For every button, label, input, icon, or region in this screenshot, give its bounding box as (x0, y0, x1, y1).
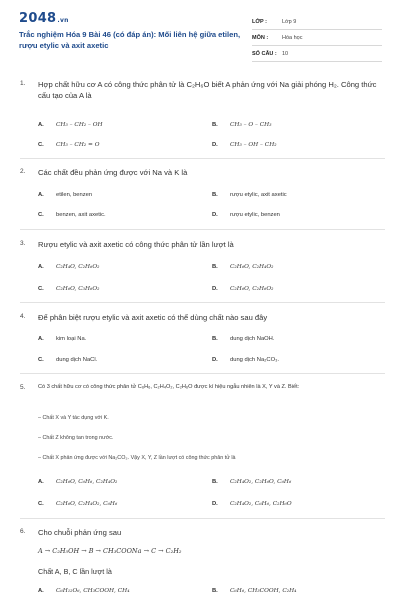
meta-key: MÔN : (252, 34, 269, 41)
site-logo[interactable]: 2048.vn (19, 11, 69, 26)
meta-value: 10 (282, 50, 289, 57)
option-a[interactable]: A. C₂H₆O, C₆H₆, C₂H₄O₂ (38, 479, 118, 485)
question-text: Rượu etylic và axit axetic có công thức phân tử lần lượt là (38, 240, 234, 249)
question-text: Cho chuỗi phản ứng sau (38, 528, 122, 537)
question-number: 1. (20, 80, 26, 87)
divider (20, 158, 385, 159)
option-c[interactable]: C. C₂H₆O, C₂H₄O₂, C₆H₆ (38, 501, 118, 507)
condition-line: – Chất X phản ứng được với Na₂CO₃. Vậy X, Y, Z lần lượt có công thức phân tử là (38, 455, 236, 461)
question-number: 3. (20, 240, 26, 247)
meta-key: SỐ CÂU : (252, 50, 277, 57)
divider (20, 229, 385, 230)
option-b[interactable]: B. CH₃ – O – CH₃ (212, 122, 272, 128)
question-text: Có 3 chất hữu cơ có công thức phân tử C₆H₆, C₂H₄O₂, C₂H₆O được kí hiệu ngẫu nhiên là X, Y và Z. Biết: (38, 384, 300, 390)
meta-row-count (252, 46, 382, 62)
option-b[interactable]: B. C₂H₆O, C₂H₄O₂ (212, 264, 274, 270)
question-text: Các chất đều phản ứng được với Na và K là (38, 168, 188, 177)
option-d[interactable]: D. C₂H₄O₂, C₆H₆, C₂H₆O (212, 501, 292, 507)
option-c[interactable]: C. benzen, axit axetic. (38, 212, 106, 218)
meta-row-class (252, 14, 382, 30)
divider (20, 302, 385, 303)
meta-table (252, 14, 382, 62)
document-title: Trắc nghiệm Hóa 9 Bài 46 (có đáp án): Mối liên hệ giữa etilen, rượu etylic và axit axetic (19, 30, 241, 50)
option-b[interactable]: B. rượu etylic, axit axetic (212, 192, 287, 198)
question-number: 5. (20, 384, 26, 391)
document-header (0, 0, 400, 66)
option-b[interactable]: B. C₂H₄O₂, C₂H₆O, C₆H₆ (212, 479, 292, 485)
condition-line: – Chất Z không tan trong nước. (38, 435, 114, 441)
option-a[interactable]: A. etilen, benzen (38, 192, 93, 198)
question-number: 4. (20, 313, 26, 320)
question-number: 2. (20, 168, 26, 175)
reaction-chain: A → C₂H₅OH → B → CH₃COONa → C → C₂H₂ (38, 547, 182, 555)
option-b[interactable]: B. C₆H₆, CH₃COOH, C₂H₄ (212, 588, 297, 594)
option-d[interactable]: D. rượu etylic, benzen (212, 212, 280, 218)
option-d[interactable]: D. dung dịch Na₂CO₃. (212, 357, 280, 363)
question-text: Để phân biệt rượu etylic và axit axetic có thể dùng chất nào sau đây (38, 313, 268, 322)
question-text: Hợp chất hữu cơ A có công thức phân tử là C₂H₆O biết A phản ứng với Na giải phóng H₂. Công thức cấu tạo của A là (38, 80, 377, 100)
option-c[interactable]: C. dung dịch NaCl. (38, 357, 98, 363)
question-number: 6. (20, 528, 26, 535)
option-b[interactable]: B. dung dịch NaOH. (212, 336, 275, 342)
option-c[interactable]: C. C₂H₆O, C₃H₆O₂ (38, 286, 100, 292)
meta-value: Lớp 9 (282, 18, 297, 25)
option-a[interactable]: A. CH₃ – CH₂ – OH (38, 122, 103, 128)
condition-line: – Chất X và Y tác dụng với K. (38, 415, 109, 421)
option-a[interactable]: A. C₆H₁₂O₆, CH₃COOH, CH₄ (38, 588, 130, 594)
meta-row-subject (252, 30, 382, 46)
meta-key: LỚP : (252, 18, 267, 25)
option-a[interactable]: A. C₂H₄O, C₂H₆O₂ (38, 264, 100, 270)
option-d[interactable]: D. C₂H₆O, C₂H₆O₂ (212, 286, 274, 292)
divider (20, 373, 385, 374)
question-subtext: Chất A, B, C lần lượt là (38, 567, 112, 576)
option-c[interactable]: C. CH₃ – CH₂ = O (38, 142, 100, 148)
option-a[interactable]: A. kim loại Na. (38, 336, 87, 342)
option-d[interactable]: D. CH₃ – OH – CH₂ (212, 142, 277, 148)
meta-value: Hóa học (282, 34, 303, 41)
divider (20, 518, 385, 519)
